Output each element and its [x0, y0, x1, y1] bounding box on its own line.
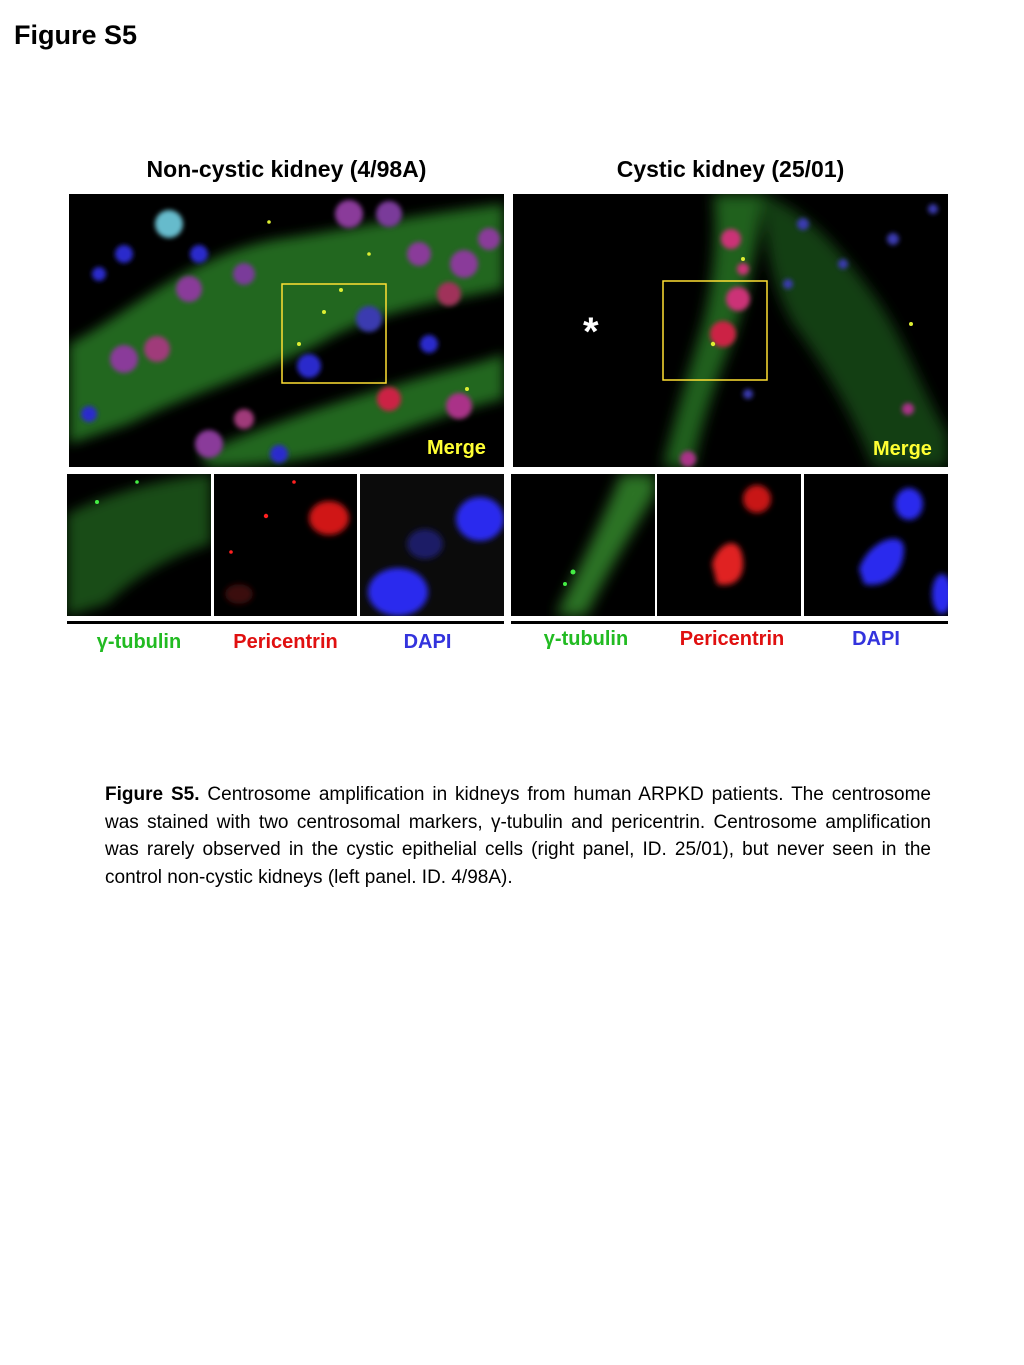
- left-separator-line: [67, 621, 504, 624]
- right-dapi-tile: [804, 474, 948, 616]
- figure-caption: [105, 781, 931, 891]
- right-pericentrin-tile: [657, 474, 801, 616]
- left-dapi-tile: [360, 474, 504, 616]
- left-pericentrin-tile: [214, 474, 357, 616]
- figure-heading: Figure S5: [14, 20, 138, 50]
- left-gamma-tubulin-tile: [67, 474, 211, 616]
- left-dapi-label: DAPI: [403, 631, 452, 653]
- right-merge-image: [513, 194, 948, 467]
- right-dapi-label: DAPI: [852, 628, 900, 650]
- caption-lead: Figure S5.: [105, 784, 200, 805]
- right-merge-label: Merge: [873, 438, 932, 460]
- caption-body: Centrosome amplification in kidneys from human ARPKD patients. The centrosome was stained with two centrosomal markers, γ-tubulin and pericentrin. Centrosome amplification was rarely observed in the cystic epithelial cells (right panel, ID. 25/01), but never seen in the control non-cystic kidneys (left panel. ID. 4/98A).: [105, 784, 931, 888]
- cyst-lumen-asterisk: *: [583, 310, 599, 354]
- left-panel-title: Non-cystic kidney (4/98A): [146, 156, 427, 182]
- right-pericentrin-label: Pericentrin: [679, 628, 785, 650]
- left-merge-label: Merge: [427, 437, 486, 459]
- right-gamma-tubulin-tile: [511, 474, 655, 616]
- right-separator-line: [511, 621, 948, 624]
- right-panel-title: Cystic kidney (25/01): [616, 156, 845, 182]
- left-pericentrin-label: Pericentrin: [233, 631, 338, 653]
- left-gamma-tubulin-label: γ-tubulin: [96, 631, 182, 653]
- left-merge-image: [69, 194, 504, 467]
- right-gamma-tubulin-label: γ-tubulin: [543, 628, 629, 650]
